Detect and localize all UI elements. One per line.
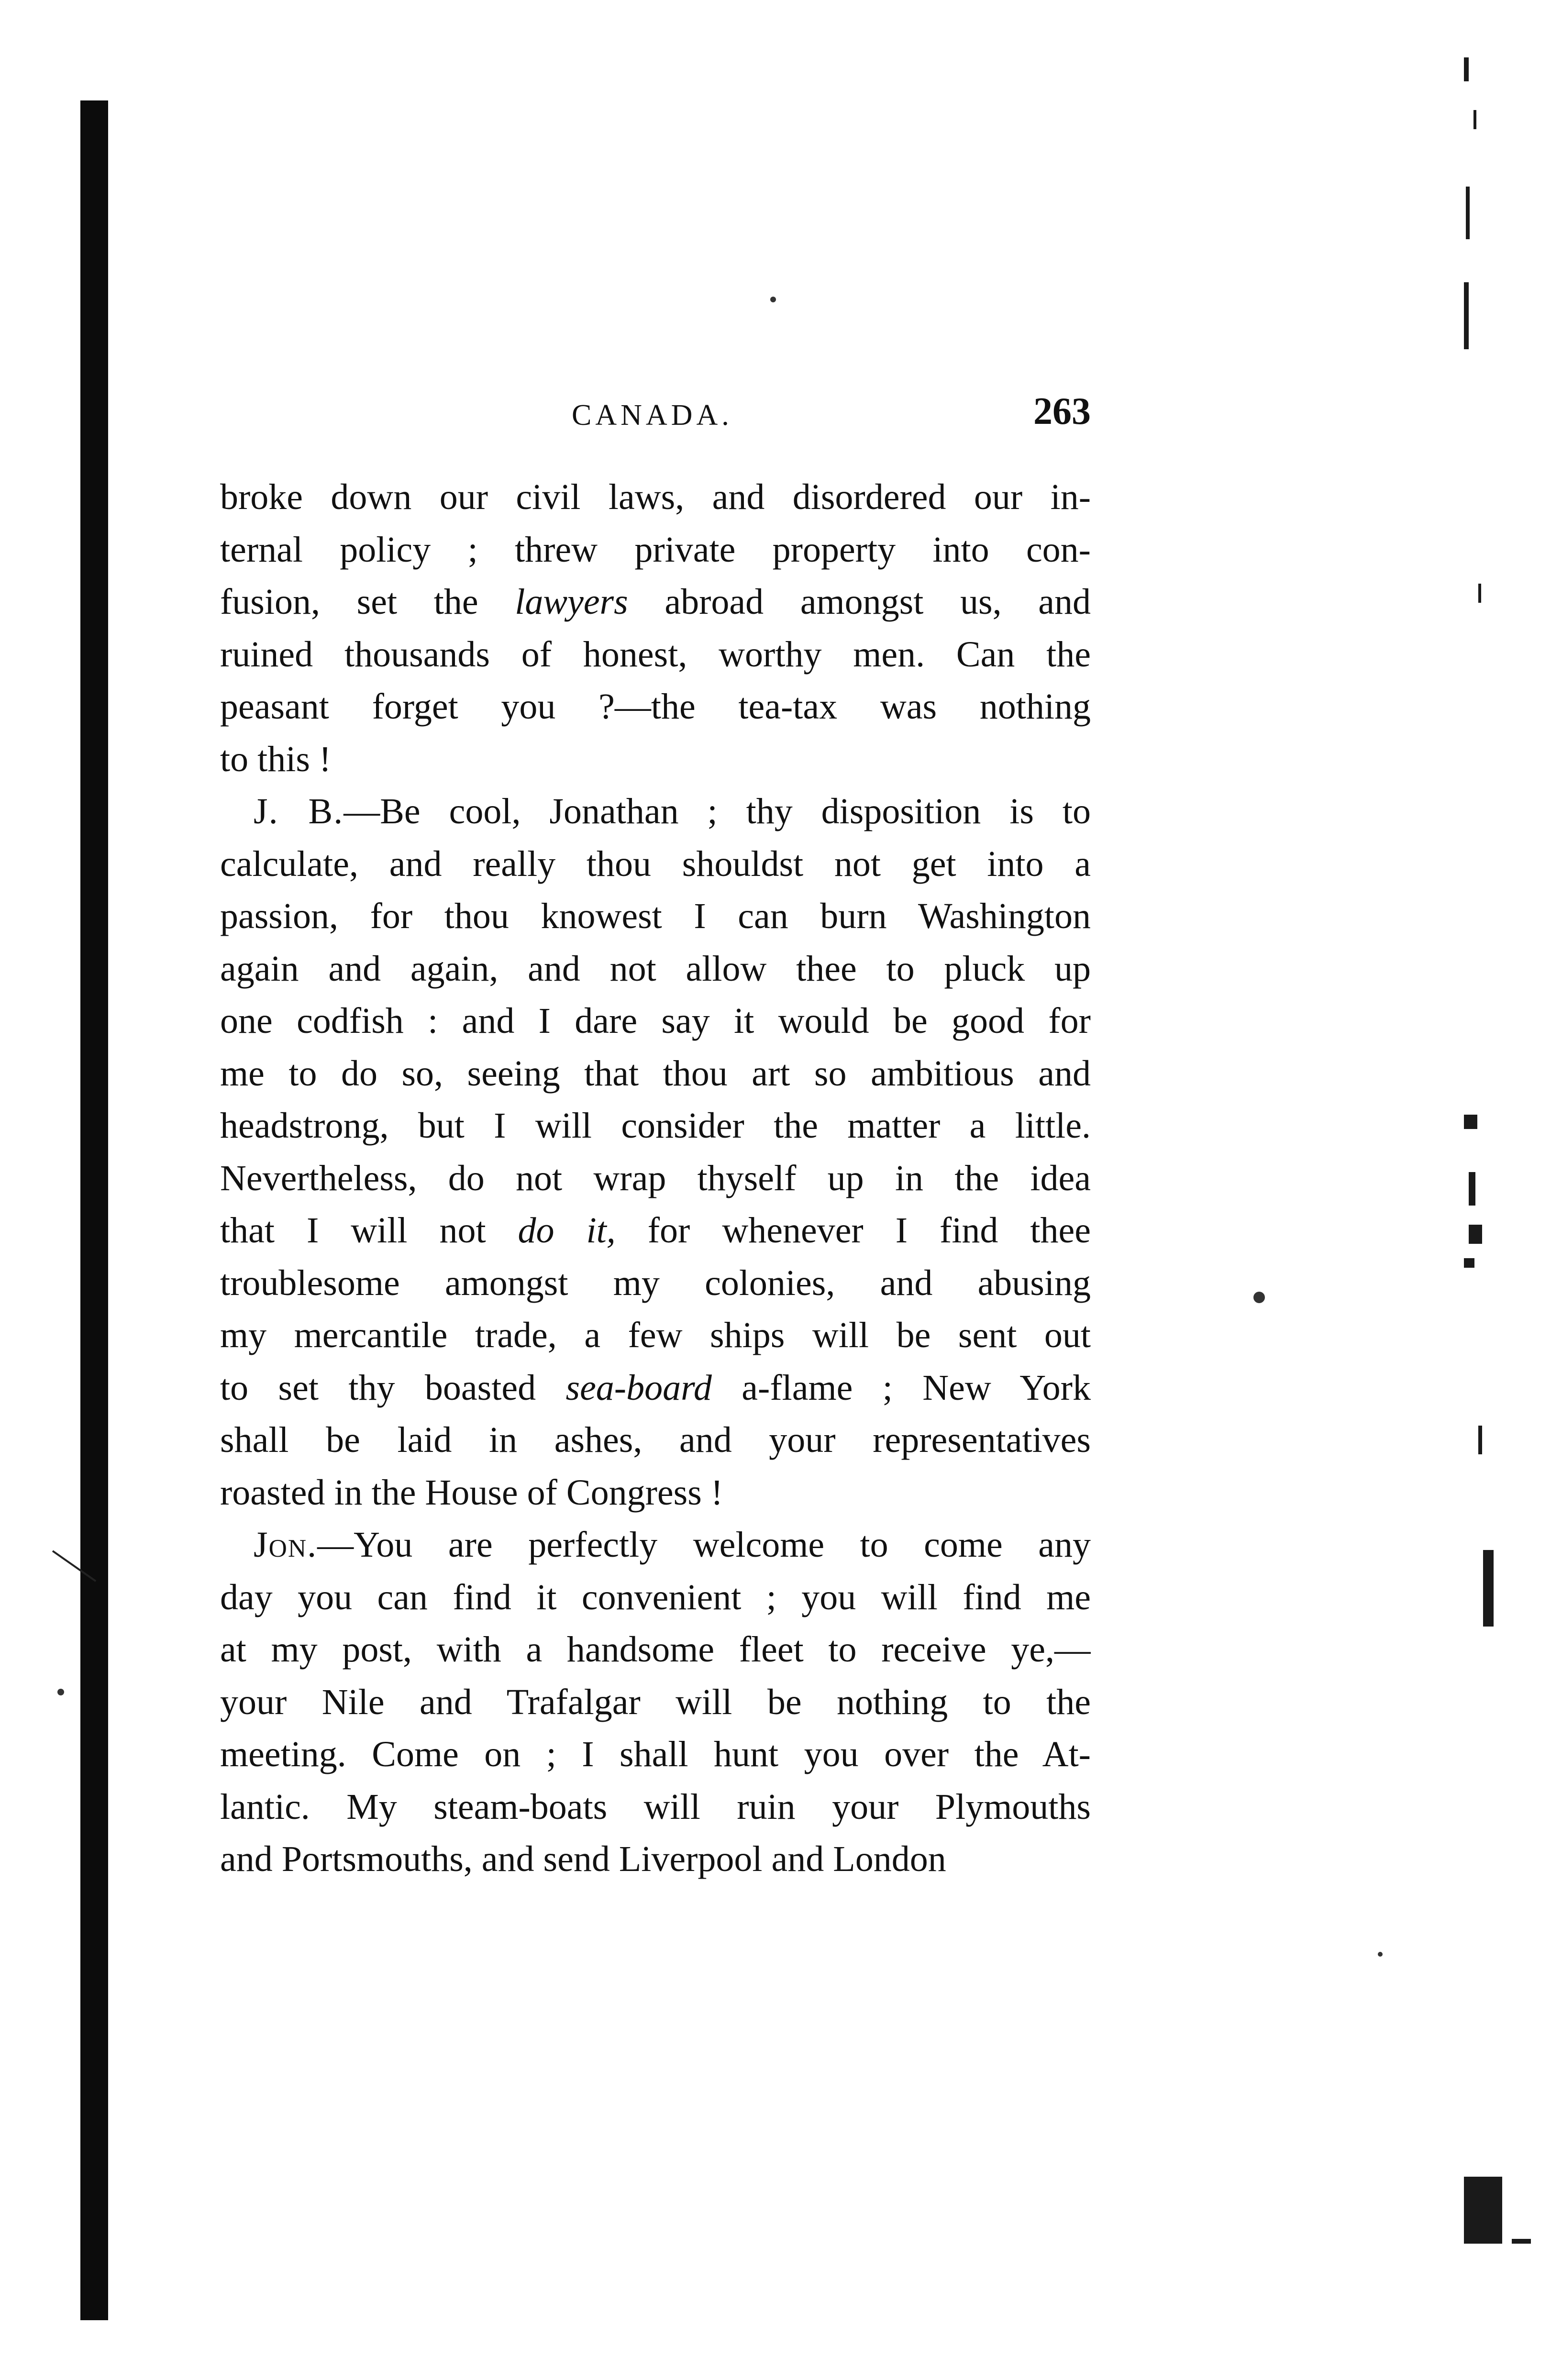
text-line: troublesome amongst my colonies, and abusing <box>220 1262 1091 1303</box>
text-line: calculate, and really thou shouldst not get into a <box>220 843 1091 884</box>
text-line: fusion, set the lawyers abroad amongst us, and <box>220 582 1091 622</box>
italic-text: lawyers <box>515 582 628 622</box>
text-line: shall be laid in ashes, and your representatives <box>220 1420 1091 1460</box>
page-header <box>220 390 1091 443</box>
text-line: that I will not do it, for whenever I find thee <box>220 1210 1091 1251</box>
text-line: day you can find it convenient ; you will find me <box>220 1577 1091 1617</box>
text-line: meeting. Come on ; I shall hunt you over the At- <box>220 1734 1091 1774</box>
scan-speck <box>770 297 776 302</box>
text-line: me to do so, seeing that thou art so ambitious and <box>220 1053 1091 1094</box>
right-margin-scan-marks <box>1464 57 1550 2330</box>
text-line: one codfish : and I dare say it would be good for <box>220 1001 1091 1041</box>
text-line: J. B.—Be cool, Jonathan ; thy disposition is to <box>254 791 1091 831</box>
text-line: to set thy boasted sea-board a-flame ; New York <box>220 1367 1091 1408</box>
text-line: to this ! <box>220 739 332 779</box>
paragraph <box>220 471 1091 786</box>
text-line: broke down our civil laws, and disordered our in- <box>220 477 1091 517</box>
scan-speck <box>1378 1952 1383 1957</box>
speaker-name: Jon. <box>254 1525 318 1565</box>
text-line: ruined thousands of honest, worthy men. Can the <box>220 634 1091 675</box>
text-line: at my post, with a handsome fleet to receive ye,— <box>220 1629 1091 1670</box>
speaker-name: J. B. <box>254 791 344 831</box>
text-line: again and again, and not allow thee to pluck up <box>220 948 1091 989</box>
running-head: CANADA. <box>572 399 733 432</box>
text-line: your Nile and Trafalgar will be nothing to the <box>220 1682 1091 1722</box>
paragraph <box>220 1519 1091 1886</box>
text-line: Jon.—You are perfectly welcome to come any <box>254 1525 1091 1565</box>
text-line: headstrong, but I will consider the matter a little. <box>220 1106 1091 1146</box>
text-line: and Portsmouths, and send Liverpool and London <box>220 1839 946 1879</box>
italic-text: do it, <box>518 1210 616 1251</box>
text-line: my mercantile trade, a few ships will be sent out <box>220 1315 1091 1355</box>
scan-speck <box>57 1689 64 1695</box>
binding-shadow <box>80 100 108 2320</box>
italic-text: sea-board <box>565 1367 712 1408</box>
text-line: lantic. My steam-boats will ruin your Plymouths <box>220 1786 1091 1827</box>
text-line: ternal policy ; threw private property into con- <box>220 529 1091 570</box>
text-line: Nevertheless, do not wrap thyself up in the idea <box>220 1158 1091 1198</box>
text-line: roasted in the House of Congress ! <box>220 1472 723 1513</box>
text-line: peasant forget you ?—the tea-tax was nothing <box>220 686 1091 727</box>
page-number: 263 <box>1033 390 1091 432</box>
text-line: passion, for thou knowest I can burn Washington <box>220 896 1091 936</box>
paragraph <box>220 786 1091 1519</box>
page-body <box>220 471 1091 1886</box>
scan-speck <box>1253 1292 1265 1303</box>
